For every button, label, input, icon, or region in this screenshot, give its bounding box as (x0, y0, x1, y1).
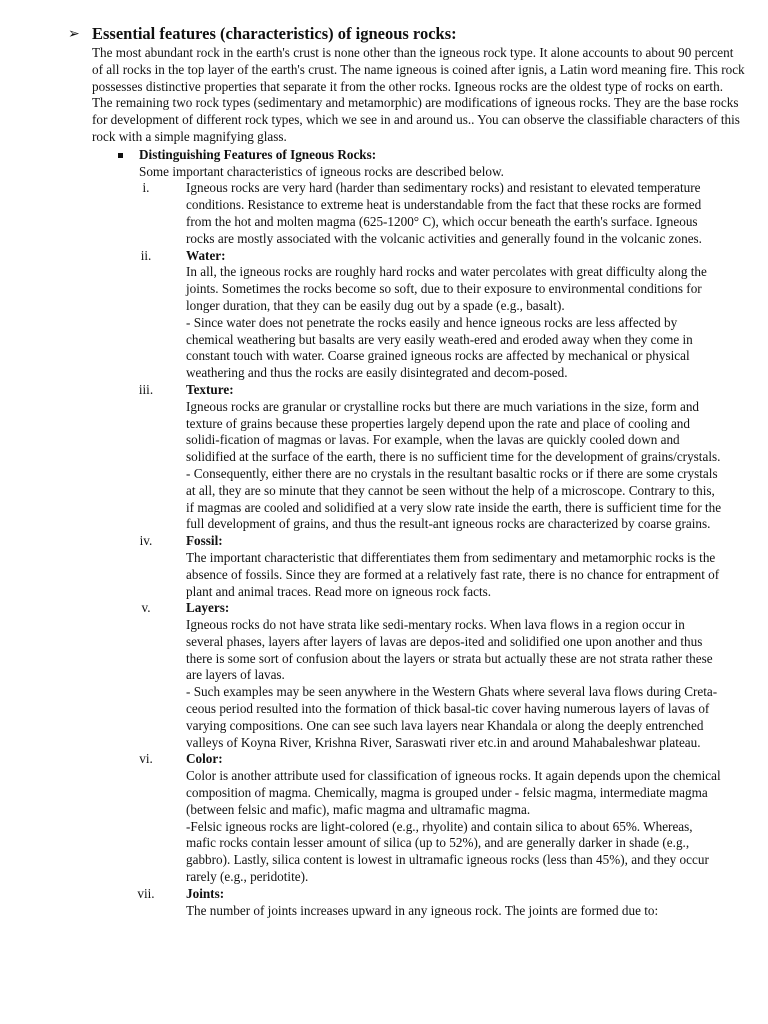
item-paragraph: Igneous rocks are granular or crystalline rocks but there are much variations in the size, form and texture of grains because these properties largely depend upon the rate and place of cooling and solidi-fication of magmas or lavas. For example, when the lavas are quickly cooled down and solidified at the surface of the earth, there is no sufficient time for the development of grains/crystals. (186, 398, 721, 465)
item-paragraph: The number of joints increases upward in any igneous rock. The joints are formed due to: (186, 902, 659, 918)
heading-text: Essential features (characteristics) of igneous rocks: (92, 24, 457, 43)
list-item (142, 180, 722, 247)
item-number: v. (141, 600, 151, 616)
list-item (139, 751, 722, 885)
item-number: iv. (139, 533, 153, 549)
item-number: ii. (140, 247, 152, 263)
list-item (138, 381, 722, 533)
item-paragraph: Color is another attribute used for classification of igneous rocks. It again depends upon the chemical composition of magma. Chemically, magma is grouped under - felsic magma, intermediate magma (between felsic and mafic), mafic magma and ultramafic magma. (186, 768, 721, 817)
list-item (140, 247, 722, 382)
arrow-bullet-icon: ➢ (68, 27, 80, 42)
item-title: Color: (186, 751, 223, 767)
section-heading (68, 24, 746, 44)
item-number: i. (142, 180, 150, 196)
item-paragraph: In all, the igneous rocks are roughly hard rocks and water percolates with great difficulty along the joints. Sometimes the rocks become so soft, due to their exposure to environmental conditions for longer duration, that they can be easily dug out by a spade (e.g., basalt). (186, 264, 707, 313)
item-title: Joints: (186, 885, 225, 901)
intro-paragraph: The most abundant rock in the earth's crust is none other than the igneous rock type. It alone accounts to about 90 percent of all rocks in the top layer of the earth's crust. The name igneous is coined after ignis, a Latin word meaning fire. This rock possesses distinctive properties that separate it from the other rocks. Igneous rocks are the oldest type of rocks on earth. The remaining two rock types (sedimentary and metamorphic) are modifications of igneous rocks. They are the base rocks for development of different rock types, which we see in and around us.. You can observe the classifiable characters of this rock with a simple magnifying glass. (92, 45, 745, 144)
item-paragraph: The important characteristic that differentiates them from sedimentary and metamorphic rocks is the absence of fossils. Since they are formed at a relatively fast rate, there is no chance for entrapment of plant and animal traces. Read more on igneous rock facts. (186, 549, 720, 599)
item-paragraph: - Since water does not penetrate the rocks easily and hence igneous rocks are less affected by chemical weathering but basalts are very easily weath-ered and eroded away when they come in constant touch with water. Coarse grained igneous rocks are affected by mechanical or physical weathering and thus the rocks are easily disintegrated and decom-posed. (186, 314, 693, 381)
item-number: vi. (139, 751, 153, 767)
list-item (141, 600, 722, 751)
square-bullet-icon (118, 153, 123, 158)
item-number: vii. (137, 885, 155, 901)
list-item (137, 885, 722, 920)
list-item (139, 533, 722, 600)
item-paragraph: Igneous rocks are very hard (harder than sedimentary rocks) and resistant to elevated temperature conditions. Resistance to extreme heat is understandable from the fact that these rocks are formed from the hot and molten magma (625-1200° C), which occur beneath the earth's surface. Igneous rocks are mostly associated with the volcanic activities and generally found in the volcanic zones. (186, 180, 702, 246)
features-list (0, 180, 746, 919)
item-number: iii. (138, 381, 154, 397)
item-title: Water: (186, 247, 226, 263)
item-paragraph: - Such examples may be seen anywhere in the Western Ghats where several lava flows during Creta-ceous period resulted into the formation of thick basal-tic cover having numerous layers of lavas of varying compositions. One can see such lava layers near Khandala or along the deeply entrenched valleys of Koyna River, Krishna River, Saraswati river etc.in and around Mahabaleshwar plateau. (186, 684, 718, 750)
item-title: Texture: (186, 381, 234, 397)
item-title: Fossil: (186, 533, 223, 549)
item-paragraph: Igneous rocks do not have strata like sedi-mentary rocks. When lava flows in a region occur in several phases, layers after layers of lavas are depos-ited and solidified one upon another and thus there is some sort of confusion about the layers or strata but actually these are not strata rather these are layers of lavas. (186, 617, 713, 683)
item-paragraph: - Consequently, either there are no crystals in the resultant basaltic rocks or if there are some crystals at all, they are so minute that they cannot be seen without the help of a microscope. Contrary to this, if magmas are cooled and solidified at a very slow rate inside the earth, there is sufficient time for the full development of grains, and thus the result-ant igneous rocks are characterized by coarse grains. (186, 465, 722, 532)
item-title: Layers: (186, 600, 230, 616)
subsection-intro: Some important characteristics of igneous rocks are described below. (139, 163, 504, 179)
subsection-title: Distinguishing Features of Igneous Rocks: (139, 146, 377, 162)
subsection-heading (139, 147, 746, 164)
item-paragraph: -Felsic igneous rocks are light-colored (e.g., rhyolite) and contain silica to about 65%. Whereas, mafic rocks contain lesser amount of silica (up to 52%), and are generally darker in shade (e.g., gabbro). Lastly, silica content is lowest in ultramafic igneous rocks (less than 45%), and they occur rarely (e.g., peridotite). (186, 818, 709, 885)
